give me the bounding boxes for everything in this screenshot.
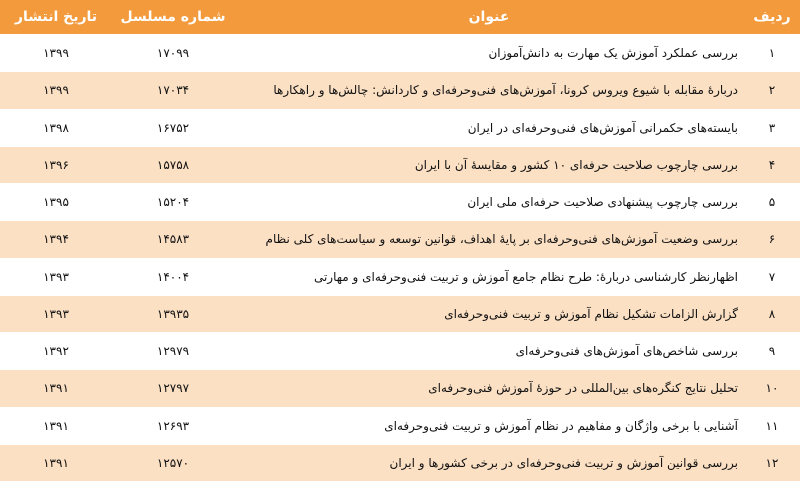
publish-date-cell: ۱۳۹۹ [0,35,112,72]
title-cell: آشنایی با برخی واژگان و مفاهیم در نظام آموزش و تربیت فنی‌وحرفه‌ای [234,407,744,444]
row-number-cell: ۸ [744,295,800,332]
table-row [0,109,800,146]
serial-number-cell: ۱۶۷۵۲ [112,109,234,146]
serial-number-cell: ۱۲۵۷۰ [112,444,234,481]
table-row [0,370,800,407]
table-row [0,295,800,332]
publish-date-cell: ۱۳۹۹ [0,72,112,109]
serial-number-cell: ۱۴۵۸۳ [112,221,234,258]
title-cell: بررسی قوانین آموزش و تربیت فنی‌وحرفه‌ای در برخی کشورها و ایران [234,444,744,481]
header-row-number: ردیف [744,0,800,35]
title-cell: بررسی عملکرد آموزش یک مهارت به دانش‌آموزان [234,35,744,72]
serial-number-cell: ۱۴۰۰۴ [112,258,234,295]
table-row [0,333,800,370]
row-number-cell: ۵ [744,184,800,221]
serial-number-cell: ۱۲۶۹۳ [112,407,234,444]
title-cell: بررسی وضعیت آموزش‌های فنی‌وحرفه‌ای بر پایهٔ اهداف، قوانین توسعه و سیاست‌های کلی نظام [234,221,744,258]
publish-date-cell: ۱۳۹۱ [0,407,112,444]
publish-date-cell: ۱۳۹۲ [0,333,112,370]
publish-date-cell: ۱۳۹۳ [0,258,112,295]
publish-date-cell: ۱۳۹۵ [0,184,112,221]
serial-number-cell: ۱۷۰۳۴ [112,72,234,109]
header-row [0,0,800,35]
header-title: عنوان [234,0,744,35]
table-row [0,221,800,258]
serial-number-cell: ۱۷۰۹۹ [112,35,234,72]
row-number-cell: ۲ [744,72,800,109]
publish-date-cell: ۱۳۹۴ [0,221,112,258]
title-cell: دربارهٔ مقابله با شیوع ویروس کرونا، آموزش‌های فنی‌وحرفه‌ای و کاردانش: چالش‌ها و راهکارها [234,72,744,109]
row-number-cell: ۱۲ [744,444,800,481]
table-row [0,35,800,72]
serial-number-cell: ۱۲۷۹۷ [112,370,234,407]
table-row [0,444,800,481]
title-cell: اظهارنظر کارشناسی دربارهٔ: طرح نظام جامع آموزش و تربیت فنی‌وحرفه‌ای و مهارتی [234,258,744,295]
table-row [0,146,800,183]
row-number-cell: ۴ [744,146,800,183]
row-number-cell: ۷ [744,258,800,295]
row-number-cell: ۹ [744,333,800,370]
publish-date-cell: ۱۳۹۱ [0,370,112,407]
row-number-cell: ۶ [744,221,800,258]
table-row [0,72,800,109]
title-cell: بررسی چارچوب پیشنهادی صلاحیت حرفه‌ای ملی ایران [234,184,744,221]
table-row [0,184,800,221]
serial-number-cell: ۱۳۹۳۵ [112,295,234,332]
serial-number-cell: ۱۲۹۷۹ [112,333,234,370]
publish-date-cell: ۱۳۹۳ [0,295,112,332]
row-number-cell: ۱۰ [744,370,800,407]
title-cell: گزارش الزامات تشکیل نظام آموزش و تربیت فنی‌وحرفه‌ای [234,295,744,332]
table-row [0,407,800,444]
serial-number-cell: ۱۵۷۵۸ [112,146,234,183]
title-cell: بررسی چارچوب صلاحیت حرفه‌ای ۱۰ کشور و مقایسهٔ آن با ایران [234,146,744,183]
table-body [0,35,800,481]
header-publish-date: تاریخ انتشار [0,0,112,35]
table-row [0,258,800,295]
title-cell: بایسته‌های حکمرانی آموزش‌های فنی‌وحرفه‌ای در ایران [234,109,744,146]
serial-number-cell: ۱۵۲۰۴ [112,184,234,221]
row-number-cell: ۳ [744,109,800,146]
title-cell: بررسی شاخص‌های آموزش‌های فنی‌وحرفه‌ای [234,333,744,370]
publish-date-cell: ۱۳۹۶ [0,146,112,183]
publish-date-cell: ۱۳۹۱ [0,444,112,481]
table-header [0,0,800,35]
header-serial-number: شماره مسلسل [112,0,234,35]
title-cell: تحلیل نتایج کنگره‌های بین‌المللی در حوزهٔ آموزش فنی‌وحرفه‌ای [234,370,744,407]
publish-date-cell: ۱۳۹۸ [0,109,112,146]
row-number-cell: ۱ [744,35,800,72]
row-number-cell: ۱۱ [744,407,800,444]
